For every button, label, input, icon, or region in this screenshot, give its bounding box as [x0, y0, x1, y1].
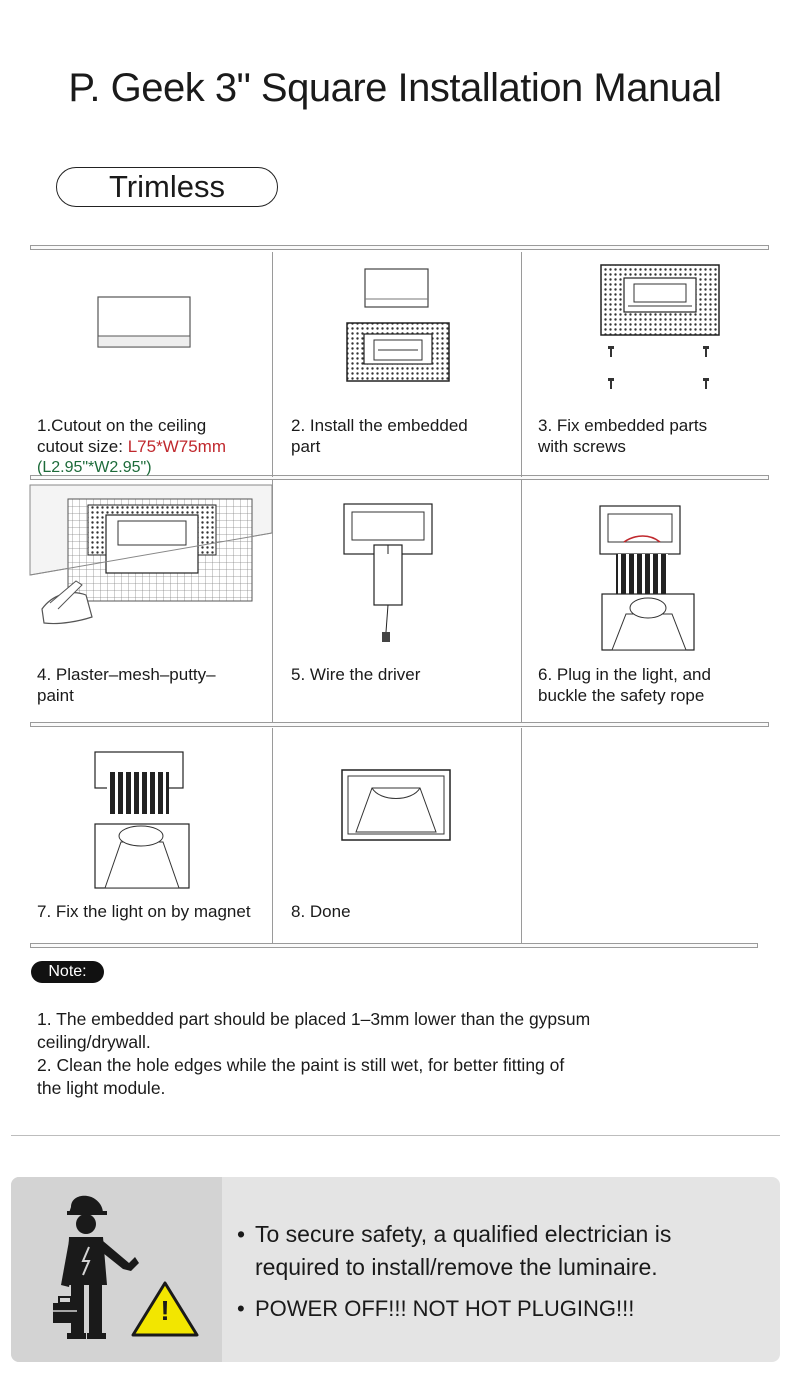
step-6-caption: 6. Plug in the light, and buckle the safety rope — [538, 665, 711, 705]
step-2-caption: 2. Install the embedded part — [291, 416, 468, 456]
step-3-caption: 3. Fix embedded parts with screws — [538, 416, 708, 456]
step-8-caption: 8. Done — [291, 902, 351, 921]
row-divider — [30, 245, 769, 250]
embedded-part-illustration — [340, 266, 460, 388]
plug-light-illustration — [596, 504, 700, 654]
column-divider — [521, 480, 522, 723]
safety-icon-area — [11, 1177, 222, 1362]
safety-panel — [11, 1177, 780, 1362]
safety-bullet: • To secure safety, a qualified electrician is required to install/remove the luminaire. — [237, 1221, 672, 1280]
done-illustration — [340, 768, 452, 842]
column-divider — [272, 728, 273, 944]
step-1-caption: 1.Cutout on the ceiling cutout size: L75*W75mm (L2.95"*W2.95") — [37, 416, 226, 476]
cutout-size-inches: (L2.95"*W2.95") — [37, 459, 152, 476]
section-separator — [11, 1135, 780, 1136]
step-4-caption: 4. Plaster–mesh–putty– paint — [37, 665, 216, 705]
note-item: 2. Clean the hole edges while the paint is still wet, for better fitting of the light module. — [37, 1055, 565, 1098]
step-7-caption: 7. Fix the light on by magnet — [37, 902, 251, 921]
screws-illustration — [598, 262, 722, 396]
category-label: Trimless — [56, 167, 278, 207]
driver-illustration — [340, 500, 440, 650]
magnet-illustration — [93, 750, 193, 890]
warning-symbol: ! — [160, 1295, 170, 1326]
column-divider — [521, 728, 522, 944]
row-divider — [30, 722, 769, 727]
safety-bullet: • POWER OFF!!! NOT HOT PLUGING!!! — [237, 1296, 635, 1321]
plaster-mesh-illustration — [30, 485, 272, 630]
column-divider — [521, 252, 522, 477]
column-divider — [272, 252, 273, 477]
note-item: 1. The embedded part should be placed 1–3mm lower than the gypsum ceiling/drywall. — [37, 1009, 591, 1052]
note-text — [37, 1008, 697, 1100]
cutout-illustration — [95, 292, 195, 354]
step-5-caption: 5. Wire the driver — [291, 665, 421, 684]
row-divider — [30, 943, 758, 948]
page-title: P. Geek 3" Square Installation Manual — [68, 66, 722, 110]
cutout-size-mm: L75*W75mm — [127, 437, 226, 456]
warning-triangle-icon — [11, 1177, 222, 1362]
note-badge: Note: — [31, 961, 104, 983]
